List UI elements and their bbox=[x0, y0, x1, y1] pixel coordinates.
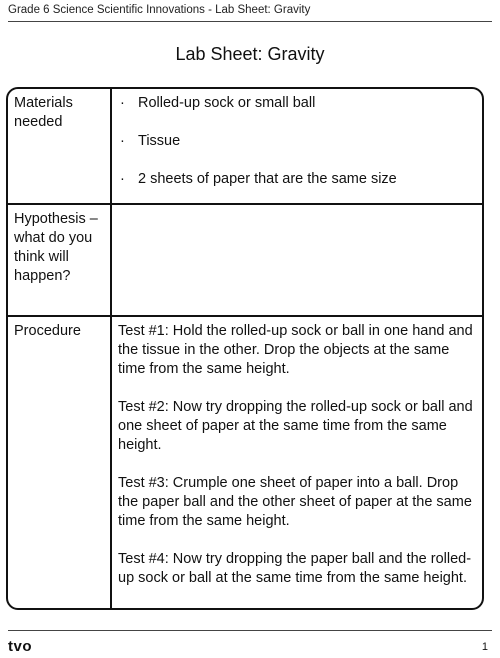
procedure-test: Test #4: Now try dropping the paper ball and the rolled-up sock or ball at the same time from the same height. bbox=[118, 551, 472, 586]
page-header: Grade 6 Science Scientific Innovations - Lab Sheet: Gravity bbox=[8, 4, 492, 22]
procedure-row bbox=[8, 315, 482, 608]
materials-row bbox=[8, 89, 482, 203]
page-title: Lab Sheet: Gravity bbox=[175, 44, 325, 64]
hypothesis-label: Hypothesis – what do you think will happen? bbox=[8, 205, 112, 317]
list-item bbox=[118, 132, 476, 151]
procedure-content bbox=[112, 317, 482, 608]
hypothesis-row bbox=[8, 203, 482, 317]
list-item bbox=[118, 170, 476, 189]
material-item-text: Tissue bbox=[138, 133, 181, 149]
procedure-test: Test #3: Crumple one sheet of paper into a ball. Drop the paper ball and the other sheet of paper at the same time from the same height. bbox=[118, 475, 472, 529]
bullet-icon: · bbox=[120, 133, 125, 149]
materials-list bbox=[118, 94, 476, 189]
hypothesis-answer-area[interactable] bbox=[112, 205, 482, 317]
material-item-text: 2 sheets of paper that are the same size bbox=[138, 171, 397, 187]
bullet-icon: · bbox=[120, 95, 125, 111]
footer-divider bbox=[8, 630, 492, 631]
lab-sheet-table bbox=[6, 87, 484, 610]
material-item-text: Rolled-up sock or small ball bbox=[138, 95, 316, 111]
tvo-logo: tvo bbox=[8, 638, 32, 655]
materials-label: Materials needed bbox=[8, 89, 112, 203]
procedure-label: Procedure bbox=[8, 317, 112, 608]
bullet-icon: · bbox=[120, 171, 125, 187]
materials-content bbox=[112, 89, 482, 203]
procedure-test: Test #1: Hold the rolled-up sock or ball in one hand and the tissue in the other. Drop the objects at the same time from the same height. bbox=[118, 323, 473, 377]
procedure-test: Test #2: Now try dropping the rolled-up sock or ball and one sheet of paper at the same time from the same height. bbox=[118, 399, 473, 453]
page-number: 1 bbox=[481, 641, 488, 653]
list-item bbox=[118, 94, 476, 113]
